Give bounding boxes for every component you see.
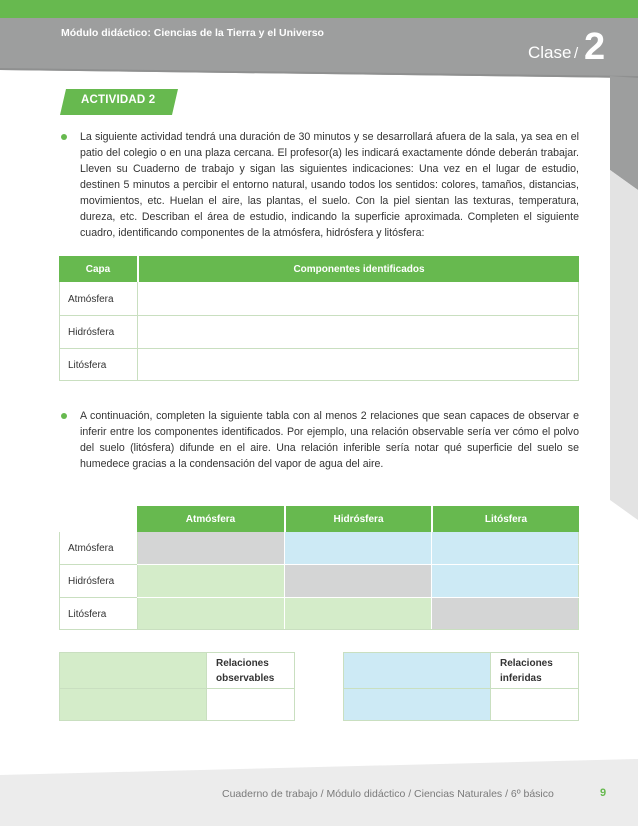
bullet-icon [61, 134, 67, 140]
legend-border [343, 652, 579, 653]
module-title: Módulo didáctico: Ciencias de la Tierra y el Universo [61, 27, 324, 39]
table2-cell-atm-lit[interactable] [432, 532, 579, 564]
legend-observables-label: Relaciones observables [216, 658, 275, 684]
legend-border [59, 720, 295, 721]
table1-border [137, 282, 138, 381]
legend-border [59, 688, 295, 689]
table1-cell-litosfera[interactable] [138, 349, 579, 381]
table1-row-hidrosfera: Hidrósfera [68, 326, 115, 338]
legend-inferidas-swatch [343, 652, 490, 720]
table1-border [59, 380, 579, 381]
legend-inferidas-label: Relaciones inferidas [500, 658, 553, 684]
table2-border [59, 532, 60, 630]
legend-border [59, 652, 60, 720]
bullet-icon [61, 413, 67, 419]
table2-border [59, 629, 579, 630]
table1-border [59, 282, 60, 381]
legend-observables-blank [207, 689, 294, 720]
legend-inferidas-blank [491, 689, 578, 720]
legend-border [343, 652, 344, 720]
table1-border [59, 348, 579, 349]
table2-cell-hid-hid [285, 565, 431, 597]
legend-border [294, 652, 295, 720]
table1-cell-atmosfera[interactable] [138, 283, 579, 315]
table1-border [59, 315, 579, 316]
table2-border [59, 564, 579, 565]
legend-border [578, 652, 579, 720]
legend-border [59, 652, 295, 653]
activity-label: ACTIVIDAD 2 [81, 94, 156, 106]
table2-border [578, 532, 579, 630]
table2-row-atmosfera: Atmósfera [68, 542, 114, 554]
legend-observables-swatch [59, 652, 206, 720]
table2-border [137, 532, 138, 630]
table2-header-atmosfera: Atmósfera [137, 506, 284, 532]
table1-cell-hidrosfera[interactable] [138, 316, 579, 348]
table2-border [59, 597, 137, 598]
table2-row-litosfera: Litósfera [68, 608, 107, 620]
legend-border [343, 688, 579, 689]
page-number: 9 [600, 787, 607, 799]
table2-cell-lit-atm[interactable] [138, 598, 284, 630]
footer-text: Cuaderno de trabajo / Módulo didáctico / Ciencias Naturales / 6º básico [222, 788, 554, 800]
table1-row-litosfera: Litósfera [68, 359, 107, 371]
table2-header-litosfera: Litósfera [433, 506, 579, 532]
table2-row-hidrosfera: Hidrósfera [68, 575, 115, 587]
table2-cell-hid-atm[interactable] [138, 565, 284, 597]
instructions-paragraph: La siguiente actividad tendrá una duración de 30 minutos y se desarrollará afuera de la sala, ya sea en el patio del colegio o en una plaza cercana. El profesor(a) les indicará exactamente dónde deberán trabajar. Lleven su Cuaderno de trabajo y sigan las siguientes indicaciones: Una vez en el lugar de estudio, destinen 5 minutos a percibir el entorno natural, usando todos los sentidos: colores, tamaños, distancias, movimientos, etc. Huelan el aire, las plantas, el suelo. Con la piel sientan las texturas, temperatura, dureza, etc. Describan el área de estudio, indicando la superficie aproximada. Completen el siguiente cuadro, identificando componentes de la atmósfera, hidrósfera y litósfera: [80, 131, 579, 239]
table2-cell-lit-hid[interactable] [285, 598, 431, 630]
table2-border [431, 532, 432, 630]
table2-border [59, 564, 137, 565]
legend-border [343, 720, 579, 721]
legend-border [206, 652, 207, 720]
relations-paragraph: A continuación, completen la siguiente tabla con al menos 2 relaciones que sean capaces de observar e inferir entre los componentes identificados. Por ejemplo, una relación observable sería ver cómo el polvo del suelo (litósfera) difunde en el aire. Una relación inferible sería notar qué superficie del suelo se humedece gracias a la condensación del vapor de agua del aire. [80, 410, 579, 470]
clase-slash: / [574, 45, 579, 62]
table2-header-hidrosfera: Hidrósfera [286, 506, 431, 532]
table2-cell-atm-hid[interactable] [285, 532, 431, 564]
table2-cell-lit-lit [432, 598, 579, 630]
clase-number: 2 [584, 26, 606, 68]
table1-header-componentes: Componentes identificados [139, 256, 579, 282]
table2-border [59, 597, 579, 598]
table1-row-atmosfera: Atmósfera [68, 293, 114, 305]
table1-border [578, 282, 579, 381]
legend-border [490, 652, 491, 720]
clase-label: Clase [528, 43, 572, 62]
table2-cell-hid-lit[interactable] [432, 565, 579, 597]
table2-cell-atm-atm [138, 532, 284, 564]
table1-header-capa: Capa [59, 256, 137, 282]
table2-border [284, 532, 285, 630]
